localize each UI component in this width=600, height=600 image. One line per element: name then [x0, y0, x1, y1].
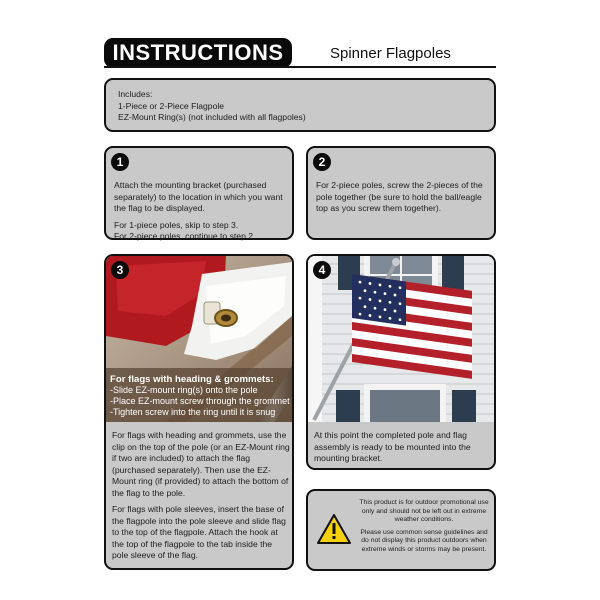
mounted-american-flag-image	[308, 256, 494, 422]
step-1-note: For 1-piece poles, skip to step 3. For 2-piece poles, continue to step 2.	[114, 219, 256, 241]
step-3-overlay-line: -Place EZ-mount screw through the grommet	[110, 396, 290, 406]
step-3-text-pole-sleeves: For flags with pole sleeves, insert the base of the flagpole into the pole sleeve and slide flag to the top of the flagpole. Attach the hook at the top of the flagpole to the tab inside the pole sleeve of the flag.	[112, 504, 286, 560]
step-3-overlay-line: -Slide EZ-mount ring(s) onto the pole	[110, 385, 258, 395]
includes-box	[104, 78, 496, 132]
warning-box	[306, 489, 496, 571]
includes-item-pole: 1-Piece or 2-Piece Flagpole	[118, 100, 225, 111]
warning-text-outdoor-use: This product is for outdoor promotional use only and should not be left out in extreme weather conditions.	[359, 499, 489, 524]
step-3-photo	[106, 256, 292, 422]
header-rule	[104, 66, 496, 68]
step-3-overlay-line: -Tighten screw into the ring until it is snug	[110, 407, 276, 417]
step-1-box	[104, 146, 294, 240]
warning-triangle-icon	[316, 513, 352, 545]
step-4-text: At this point the completed pole and flag assembly is ready to be mounted into the mounting bracket.	[314, 430, 471, 463]
step-4-box	[306, 254, 496, 470]
step-1-number: 1	[111, 153, 129, 171]
step-3-box	[104, 254, 294, 570]
includes-item-ring: EZ-Mount Ring(s) (not included with all flagpoles)	[118, 112, 306, 122]
step-4-photo	[308, 256, 494, 422]
step-3-overlay-heading: For flags with heading & grommets:	[110, 374, 274, 385]
step-2-number: 2	[313, 153, 331, 171]
step-2-text: For 2-piece poles, screw the 2-pieces of the pole together (be sure to hold the ball/eagle top as you screw them together).	[316, 180, 483, 213]
step-1-text: Attach the mounting bracket (purchased separately) to the location in which you want the flag to be displayed.	[114, 180, 283, 213]
step-2-box	[306, 146, 496, 240]
warning-text-weather: Please use common sense guidelines and do not display this product outdoors when extreme winds or storms may be present.	[360, 528, 488, 553]
product-subtitle: Spinner Flagpoles	[330, 45, 451, 62]
step-4-number: 4	[313, 261, 331, 279]
includes-heading: Includes:	[118, 89, 153, 99]
instructions-title: INSTRUCTIONS	[104, 38, 292, 68]
step-3-text-heading-grommets: For flags with heading and grommets, use the clip on the top of the pole (or an EZ-Mount ring if two are included) to attach the flag (purchased separately). Then use the EZ-Mount ring (if provided) to attach the bottom of the flag to the pole.	[112, 430, 290, 498]
step-3-number: 3	[111, 261, 129, 279]
